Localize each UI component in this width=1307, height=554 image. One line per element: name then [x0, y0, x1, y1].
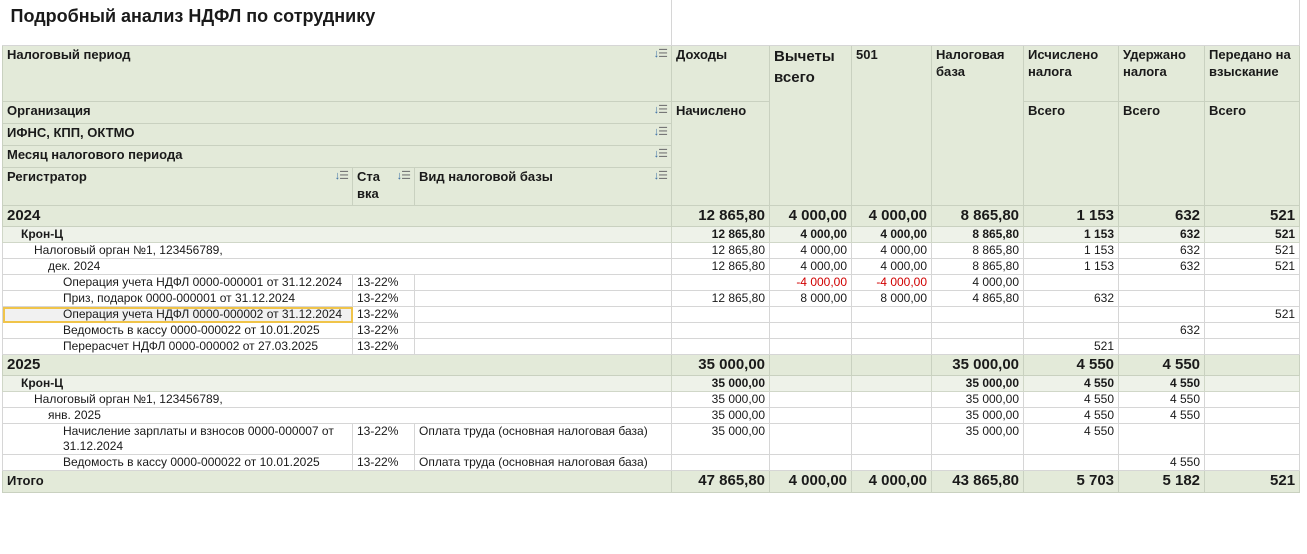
row-501[interactable]	[852, 376, 932, 392]
header-ifns[interactable]	[3, 124, 672, 146]
sort-icon[interactable]: ↓☰	[653, 48, 668, 60]
total-income-value: 47 865,80	[698, 472, 766, 489]
header-calculated-label: Исчислено налога	[1028, 47, 1099, 79]
row-tax-base[interactable]	[932, 408, 1024, 424]
header-registrar-label: Регистратор	[7, 169, 87, 184]
row-deductions[interactable]	[770, 323, 852, 339]
row-label-value: Начисление зарплаты и взносов 0000-000007 от 31.12.2024	[63, 424, 334, 453]
header-ifns-label: ИФНС, КПП, ОКТМО	[7, 125, 135, 140]
row-withheld-value: 632	[1180, 227, 1201, 241]
row-calculated-value: 1 153	[1084, 259, 1115, 273]
row-tax-base[interactable]	[932, 355, 1024, 376]
row-label-value: Перерасчет НДФЛ 0000-000002 от 27.03.2025	[63, 339, 319, 353]
row-tax-base[interactable]	[932, 424, 1024, 455]
row-501[interactable]	[852, 455, 932, 471]
row-withheld[interactable]	[1119, 206, 1205, 227]
sort-icon[interactable]: ↓☰	[653, 148, 668, 160]
row-transferred[interactable]	[1205, 206, 1300, 227]
row-deductions[interactable]	[770, 455, 852, 471]
row-income[interactable]	[672, 323, 770, 339]
row-income[interactable]	[672, 424, 770, 455]
total-label-value: Итого	[7, 473, 44, 488]
row-tax-base[interactable]	[932, 392, 1024, 408]
row-withheld-value: 632	[1180, 243, 1201, 257]
row-calculated-value: 4 550	[1084, 408, 1115, 422]
total-tax-base-value: 43 865,80	[952, 472, 1020, 489]
row-calculated[interactable]	[1024, 275, 1119, 291]
header-deductions-label: Вычеты всего	[774, 48, 835, 86]
row-calculated-value: 4 550	[1084, 392, 1115, 406]
row-income[interactable]	[672, 339, 770, 355]
total-withheld-value: 5 182	[1162, 472, 1201, 489]
row-501[interactable]	[852, 323, 932, 339]
row-transferred[interactable]	[1205, 339, 1300, 355]
row-rate[interactable]	[353, 307, 415, 323]
row-transferred[interactable]	[1205, 307, 1300, 323]
row-501[interactable]	[852, 259, 932, 275]
row-withheld[interactable]	[1119, 243, 1205, 259]
table-row[interactable]	[3, 339, 1300, 355]
header-transferred-total	[1205, 102, 1300, 206]
total-transferred[interactable]	[1205, 471, 1300, 493]
row-withheld[interactable]	[1119, 408, 1205, 424]
row-rate-value: 13-22%	[357, 455, 399, 469]
row-income[interactable]	[672, 275, 770, 291]
row-tax-base[interactable]	[932, 323, 1024, 339]
sort-icon[interactable]: ↓☰	[396, 170, 410, 182]
row-transferred[interactable]	[1205, 243, 1300, 259]
row-withheld-value: 4 550	[1162, 356, 1201, 373]
row-income[interactable]	[672, 307, 770, 323]
row-label-value: 2024	[7, 207, 41, 224]
row-deductions-value: 4 000,00	[788, 207, 848, 224]
total-deductions[interactable]	[770, 471, 852, 493]
row-tax-base[interactable]	[932, 339, 1024, 355]
title-blank	[672, 0, 1300, 46]
row-transferred[interactable]	[1205, 392, 1300, 408]
table-row[interactable]	[3, 323, 1300, 339]
header-rate[interactable]	[353, 168, 415, 206]
header-transferred-sub-label: Всего	[1209, 103, 1247, 118]
total-transferred-value: 521	[1270, 472, 1296, 489]
row-label[interactable]	[3, 376, 672, 392]
row-label[interactable]	[3, 424, 353, 455]
row-income-value: 12 865,80	[711, 259, 766, 273]
table-row[interactable]	[3, 291, 1300, 307]
header-calculated-sub-label: Всего	[1028, 103, 1066, 118]
header-organization[interactable]	[3, 102, 672, 124]
row-label[interactable]	[3, 291, 353, 307]
row-label[interactable]	[3, 339, 353, 355]
row-501[interactable]	[852, 307, 932, 323]
row-deductions[interactable]	[770, 243, 852, 259]
table-row[interactable]	[3, 355, 1300, 376]
row-withheld[interactable]	[1119, 275, 1205, 291]
row-tax-base-value: 35 000,00	[965, 376, 1020, 390]
row-calculated[interactable]	[1024, 291, 1119, 307]
row-rate[interactable]	[353, 275, 415, 291]
row-deductions[interactable]	[770, 392, 852, 408]
row-calculated-value: 4 550	[1076, 356, 1115, 373]
row-rate-value: 13-22%	[357, 275, 399, 289]
row-deductions[interactable]	[770, 206, 852, 227]
row-deductions[interactable]	[770, 339, 852, 355]
row-withheld[interactable]	[1119, 227, 1205, 243]
table-row[interactable]	[3, 392, 1300, 408]
header-income[interactable]	[672, 46, 770, 102]
row-withheld-value: 4 550	[1170, 408, 1201, 422]
row-deductions-value: 4 000,00	[800, 227, 848, 241]
row-tax-base[interactable]	[932, 275, 1024, 291]
row-deductions[interactable]	[770, 291, 852, 307]
row-calculated[interactable]	[1024, 392, 1119, 408]
row-label-value: Крон-Ц	[21, 376, 63, 390]
row-calculated-value: 1 153	[1076, 207, 1115, 224]
header-month-label: Месяц налогового периода	[7, 147, 183, 162]
row-deductions-value: 4 000,00	[800, 259, 848, 273]
report-title-cell	[3, 0, 672, 46]
row-tax-base-value: 35 000,00	[965, 424, 1020, 438]
row-income[interactable]	[672, 291, 770, 307]
row-withheld-value: 4 550	[1170, 392, 1201, 406]
row-label[interactable]	[3, 455, 353, 471]
row-tax-base-value: 8 865,80	[972, 259, 1020, 273]
row-501[interactable]	[852, 355, 932, 376]
table-row[interactable]	[3, 408, 1300, 424]
row-rate[interactable]	[353, 424, 415, 455]
row-deductions-value: 8 000,00	[800, 291, 848, 305]
header-base-type[interactable]	[415, 168, 672, 206]
row-calculated[interactable]	[1024, 259, 1119, 275]
header-501-label: 501	[856, 47, 878, 62]
header-income-sub-label: Начислено	[676, 103, 747, 118]
row-income[interactable]	[672, 455, 770, 471]
row-transferred-value: 521	[1275, 307, 1296, 321]
row-label-value: 2025	[7, 356, 41, 373]
table-row[interactable]	[3, 259, 1300, 275]
header-transferred-label: Передано на взыскание	[1209, 47, 1291, 79]
row-label-value: янв. 2025	[48, 408, 101, 422]
row-tax-base[interactable]	[932, 227, 1024, 243]
row-501[interactable]	[852, 424, 932, 455]
row-rate-value: 13-22%	[357, 307, 399, 321]
row-withheld[interactable]	[1119, 455, 1205, 471]
row-501-value: 8 000,00	[880, 291, 928, 305]
row-deductions[interactable]	[770, 227, 852, 243]
row-withheld[interactable]	[1119, 307, 1205, 323]
sort-icon[interactable]: ↓☰	[653, 170, 668, 182]
header-tax-period-label: Налоговый период	[7, 47, 131, 62]
row-transferred[interactable]	[1205, 408, 1300, 424]
header-calculated-total	[1024, 102, 1119, 206]
row-label-value: Налоговый орган №1, 123456789,	[34, 243, 223, 257]
report-table	[2, 0, 1300, 493]
row-calculated[interactable]	[1024, 227, 1119, 243]
header-organization-label: Организация	[7, 103, 91, 118]
row-income-value: 12 865,80	[698, 207, 766, 224]
row-calculated[interactable]	[1024, 355, 1119, 376]
row-tax-base[interactable]	[932, 206, 1024, 227]
row-label[interactable]	[3, 275, 353, 291]
table-row[interactable]	[3, 307, 1300, 323]
total-withheld[interactable]	[1119, 471, 1205, 493]
row-calculated[interactable]	[1024, 339, 1119, 355]
row-label[interactable]	[3, 355, 672, 376]
total-tax-base[interactable]	[932, 471, 1024, 493]
row-tax-base[interactable]	[932, 291, 1024, 307]
total-501[interactable]	[852, 471, 932, 493]
table-row[interactable]	[3, 206, 1300, 227]
row-income-value: 12 865,80	[711, 243, 766, 257]
row-deductions[interactable]	[770, 307, 852, 323]
row-501[interactable]	[852, 206, 932, 227]
header-income-label: Доходы	[676, 47, 728, 62]
header-withheld-label: Удержано налога	[1123, 47, 1186, 79]
row-withheld[interactable]	[1119, 291, 1205, 307]
row-income[interactable]	[672, 206, 770, 227]
row-rate-value: 13-22%	[357, 291, 399, 305]
row-501-value: 4 000,00	[880, 259, 928, 273]
row-label-value: Налоговый орган №1, 123456789,	[34, 392, 223, 406]
row-deductions-value: -4 000,00	[796, 275, 848, 289]
row-income-value: 12 865,80	[711, 227, 766, 241]
row-transferred[interactable]	[1205, 376, 1300, 392]
row-income[interactable]	[672, 376, 770, 392]
header-501[interactable]	[852, 46, 932, 206]
row-income-value: 35 000,00	[711, 392, 766, 406]
row-rate-value: 13-22%	[357, 339, 399, 353]
row-tax-base-value: 4 865,80	[972, 291, 1020, 305]
row-501[interactable]	[852, 275, 932, 291]
row-withheld-value: 632	[1180, 259, 1201, 273]
row-base-type[interactable]	[415, 339, 672, 355]
total-income[interactable]	[672, 471, 770, 493]
row-deductions[interactable]	[770, 355, 852, 376]
row-deductions[interactable]	[770, 408, 852, 424]
table-row[interactable]	[3, 455, 1300, 471]
row-transferred-value: 521	[1275, 243, 1296, 257]
row-withheld[interactable]	[1119, 355, 1205, 376]
row-tax-base-value: 35 000,00	[965, 392, 1020, 406]
row-income-value: 35 000,00	[698, 356, 766, 373]
total-deductions-value: 4 000,00	[788, 472, 848, 489]
report-title: Подробный анализ НДФЛ по сотруднику	[10, 6, 376, 26]
header-tax-period[interactable]	[3, 46, 672, 102]
header-deductions[interactable]	[770, 46, 852, 206]
row-501-value: 4 000,00	[868, 207, 928, 224]
row-calculated-value: 632	[1094, 291, 1115, 305]
row-501-value: 4 000,00	[880, 243, 928, 257]
header-month[interactable]	[3, 146, 672, 168]
row-base-type[interactable]	[415, 424, 672, 455]
row-tax-base-value: 4 000,00	[972, 275, 1020, 289]
row-withheld[interactable]	[1119, 339, 1205, 355]
row-transferred[interactable]	[1205, 275, 1300, 291]
row-501-value: -4 000,00	[876, 275, 928, 289]
row-501[interactable]	[852, 227, 932, 243]
table-row[interactable]	[3, 424, 1300, 455]
row-label-value: Ведомость в кассу 0000-000022 от 10.01.2025	[63, 323, 320, 337]
header-withheld-sub-label: Всего	[1123, 103, 1161, 118]
row-501[interactable]	[852, 408, 932, 424]
row-transferred-value: 521	[1275, 259, 1296, 273]
row-label[interactable]	[3, 259, 672, 275]
row-rate-value: 13-22%	[357, 323, 399, 337]
row-base-type[interactable]	[415, 291, 672, 307]
row-base-type[interactable]	[415, 307, 672, 323]
row-withheld-value: 4 550	[1170, 376, 1201, 390]
row-transferred[interactable]	[1205, 259, 1300, 275]
row-withheld-value: 632	[1175, 207, 1201, 224]
row-501[interactable]	[852, 392, 932, 408]
row-transferred[interactable]	[1205, 455, 1300, 471]
row-withheld[interactable]	[1119, 424, 1205, 455]
row-rate-value: 13-22%	[357, 424, 399, 438]
row-withheld[interactable]	[1119, 392, 1205, 408]
row-income-value: 12 865,80	[711, 291, 766, 305]
row-rate[interactable]	[353, 323, 415, 339]
row-withheld[interactable]	[1119, 376, 1205, 392]
row-label-value: Операция учета НДФЛ 0000-000002 от 31.12.2024	[63, 307, 342, 321]
row-tax-base-value: 8 865,80	[972, 243, 1020, 257]
row-deductions[interactable]	[770, 424, 852, 455]
row-label[interactable]	[3, 243, 672, 259]
row-calculated[interactable]	[1024, 307, 1119, 323]
row-calculated-value: 4 550	[1084, 424, 1115, 438]
header-withheld-total	[1119, 102, 1205, 206]
row-501[interactable]	[852, 243, 932, 259]
row-tax-base[interactable]	[932, 307, 1024, 323]
row-calculated[interactable]	[1024, 424, 1119, 455]
row-label[interactable]	[3, 227, 672, 243]
row-tax-base-value: 8 865,80	[960, 207, 1020, 224]
row-label-value: Операция учета НДФЛ 0000-000001 от 31.12.2024	[63, 275, 342, 289]
row-transferred[interactable]	[1205, 291, 1300, 307]
row-label-value: дек. 2024	[48, 259, 101, 273]
row-label-value: Крон-Ц	[21, 227, 63, 241]
header-base-type-label: Вид налоговой базы	[419, 169, 553, 184]
row-transferred[interactable]	[1205, 424, 1300, 455]
row-tax-base[interactable]	[932, 259, 1024, 275]
row-income[interactable]	[672, 408, 770, 424]
row-deductions[interactable]	[770, 275, 852, 291]
header-tax-base-label: Налоговая база	[936, 47, 1005, 79]
row-calculated-value: 1 153	[1084, 227, 1115, 241]
row-rate[interactable]	[353, 455, 415, 471]
row-base-type[interactable]	[415, 455, 672, 471]
row-income[interactable]	[672, 355, 770, 376]
row-rate[interactable]	[353, 291, 415, 307]
total-501-value: 4 000,00	[868, 472, 928, 489]
header-registrar[interactable]	[3, 168, 353, 206]
row-tax-base[interactable]	[932, 455, 1024, 471]
row-calculated-value: 521	[1094, 339, 1115, 353]
row-calculated[interactable]	[1024, 206, 1119, 227]
row-tax-base[interactable]	[932, 376, 1024, 392]
row-income[interactable]	[672, 227, 770, 243]
row-label[interactable]	[3, 408, 672, 424]
row-withheld-value: 4 550	[1170, 455, 1201, 469]
header-transferred[interactable]	[1205, 46, 1300, 102]
header-withheld[interactable]	[1119, 46, 1205, 102]
row-calculated[interactable]	[1024, 408, 1119, 424]
row-calculated[interactable]	[1024, 243, 1119, 259]
row-label[interactable]	[3, 307, 353, 323]
row-label[interactable]	[3, 323, 353, 339]
table-row[interactable]	[3, 376, 1300, 392]
header-calculated[interactable]	[1024, 46, 1119, 102]
row-tax-base-value: 35 000,00	[965, 408, 1020, 422]
row-label[interactable]	[3, 392, 672, 408]
row-501[interactable]	[852, 291, 932, 307]
row-tax-base-value: 35 000,00	[952, 356, 1020, 373]
row-calculated[interactable]	[1024, 455, 1119, 471]
row-tax-base-value: 8 865,80	[972, 227, 1020, 241]
row-deductions[interactable]	[770, 376, 852, 392]
row-calculated-value: 1 153	[1084, 243, 1115, 257]
total-row[interactable]	[3, 471, 1300, 493]
sort-icon[interactable]: ↓☰	[334, 170, 348, 182]
total-calculated-value: 5 703	[1076, 472, 1115, 489]
row-calculated[interactable]	[1024, 323, 1119, 339]
row-income-value: 35 000,00	[711, 376, 766, 390]
sort-icon[interactable]: ↓☰	[653, 104, 668, 116]
row-deductions-value: 4 000,00	[800, 243, 848, 257]
row-income[interactable]	[672, 259, 770, 275]
row-base-type-value: Оплата труда (основная налоговая база)	[419, 455, 648, 469]
header-tax-base[interactable]	[932, 46, 1024, 206]
row-calculated[interactable]	[1024, 376, 1119, 392]
sort-icon[interactable]: ↓☰	[653, 126, 668, 138]
row-income-value: 35 000,00	[711, 424, 766, 438]
header-rate-label: Ста вка	[357, 169, 380, 201]
row-label-value: Приз, подарок 0000-000001 от 31.12.2024	[63, 291, 296, 305]
total-calculated[interactable]	[1024, 471, 1119, 493]
row-withheld-value: 632	[1180, 323, 1201, 337]
row-transferred[interactable]	[1205, 355, 1300, 376]
header-income-accrued	[672, 102, 770, 206]
row-transferred[interactable]	[1205, 323, 1300, 339]
row-calculated-value: 4 550	[1084, 376, 1115, 390]
row-transferred-value: 521	[1270, 207, 1296, 224]
row-transferred[interactable]	[1205, 227, 1300, 243]
row-base-type-value: Оплата труда (основная налоговая база)	[419, 424, 648, 438]
row-base-type[interactable]	[415, 275, 672, 291]
row-income[interactable]	[672, 392, 770, 408]
table-row[interactable]	[3, 275, 1300, 291]
row-transferred-value: 521	[1275, 227, 1296, 241]
row-withheld[interactable]	[1119, 323, 1205, 339]
row-base-type[interactable]	[415, 323, 672, 339]
table-row[interactable]	[3, 243, 1300, 259]
row-rate[interactable]	[353, 339, 415, 355]
row-deductions[interactable]	[770, 259, 852, 275]
row-501-value: 4 000,00	[880, 227, 928, 241]
total-label[interactable]	[3, 471, 672, 493]
row-label[interactable]	[3, 206, 672, 227]
row-tax-base[interactable]	[932, 243, 1024, 259]
row-income-value: 35 000,00	[711, 408, 766, 422]
table-row[interactable]	[3, 227, 1300, 243]
row-501[interactable]	[852, 339, 932, 355]
row-withheld[interactable]	[1119, 259, 1205, 275]
row-label-value: Ведомость в кассу 0000-000022 от 10.01.2025	[63, 455, 320, 469]
row-income[interactable]	[672, 243, 770, 259]
